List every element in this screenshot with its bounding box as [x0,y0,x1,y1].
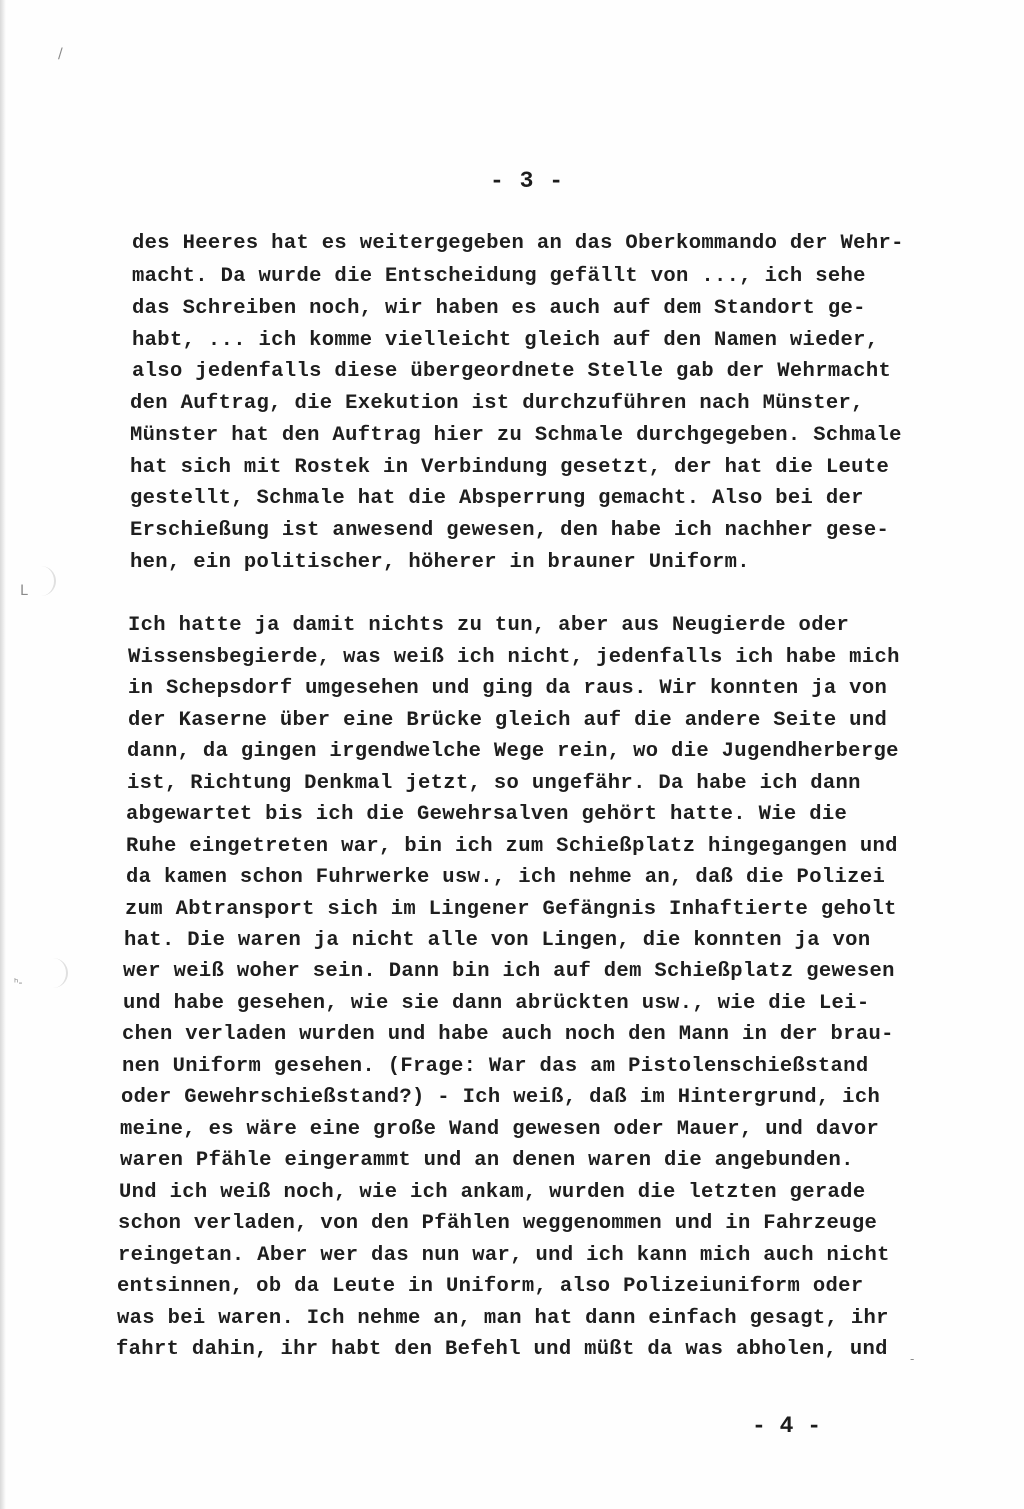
text-line: zum Abtransport sich im Lingener Gefängnis Inhaftierte geholt [125,898,897,921]
text-line: dann, da gingen irgendwelche Wege rein, wo die Jugendherberge [127,740,899,763]
next-page-marker: - 4 - [752,1413,822,1439]
text-line: Wissensbegierde, was weiß ich nicht, jedenfalls ich habe mich [128,646,900,669]
text-line: was bei waren. Ich nehme an, man hat dann einfach gesagt, ihr [117,1307,889,1330]
text-line: meine, es wäre eine große Wand gewesen oder Mauer, und davor [120,1118,880,1141]
text-line: der Kaserne über eine Brücke gleich auf die andere Seite und [128,709,888,732]
text-line: waren Pfähle eingerammt und an denen waren die angebunden. [120,1149,854,1172]
scan-edge [0,0,6,1509]
scan-speck: - [910,1352,915,1366]
text-line: Münster hat den Auftrag hier zu Schmale durchgegeben. Schmale [130,424,902,447]
text-line: Und ich weiß noch, wie ich ankam, wurden die letzten gerade [119,1181,866,1204]
text-line: in Schepsdorf umgesehen und ging da raus. Wir konnten ja von [128,677,888,700]
text-line: hen, ein politischer, höherer in brauner Uniform. [130,551,750,574]
text-line: ist, Richtung Denkmal jetzt, so ungefähr. Da habe ich dann [127,772,861,795]
text-line: fahrt dahin, ihr habt den Befehl und müßt da was abholen, und [116,1338,888,1361]
text-line: reingetan. Aber wer das nun war, und ich kann mich auch nicht [118,1244,890,1267]
text-line: Erschießung ist anwesend gewesen, den habe ich nachher gese- [130,519,890,542]
text-line: gestellt, Schmale hat die Absperrung gemacht. Also bei der [130,487,864,510]
page-number: - 3 - [490,168,565,194]
text-line: also jedenfalls diese übergeordnete Stelle gab der Wehrmacht [132,360,892,383]
text-line: habt, ... ich komme vielleicht gleich auf den Namen wieder, [132,329,879,352]
text-line: da kamen schon Fuhrwerke usw., ich nehme an, daß die Polizei [126,866,886,889]
text-line: oder Gewehrschießstand?) - Ich weiß, daß im Hintergrund, ich [121,1086,881,1109]
text-line: hat. Die waren ja nicht alle von Lingen, die konnten ja von [124,929,871,952]
text-line: Ruhe eingetreten war, bin ich zum Schießplatz hingegangen und [126,835,898,858]
text-line: und habe gesehen, wie sie dann abrückten usw., wie die Lei- [123,992,870,1015]
text-line: abgewartet bis ich die Gewehrsalven gehört hatte. Wie die [126,803,848,826]
text-line: das Schreiben noch, wir haben es auch auf dem Standort ge- [132,297,866,320]
scan-speck: L [20,583,28,599]
scan-speck: ʰ- [14,976,23,989]
text-line: hat sich mit Rostek in Verbindung gesetzt, der hat die Leute [130,456,890,479]
text-line: entsinnen, ob da Leute in Uniform, also Polizeiuniform oder [117,1275,864,1298]
text-line: den Auftrag, die Exekution ist durchzuführen nach Münster, [130,392,864,415]
text-line: macht. Da wurde die Entscheidung gefällt von ..., ich sehe [132,265,866,288]
text-line: Ich hatte ja damit nichts zu tun, aber aus Neugierde oder [128,614,850,637]
text-line: schon verladen, von den Pfählen weggenommen und in Fahrzeuge [118,1212,878,1235]
text-line: nen Uniform gesehen. (Frage: War das am Pistolenschießstand [122,1055,869,1078]
text-line: des Heeres hat es weitergegeben an das Oberkommando der Wehr- [132,232,904,255]
text-line: wer weiß woher sein. Dann bin ich auf dem Schießplatz gewesen [123,960,895,983]
punch-hole-mark [52,958,68,988]
text-line: chen verladen wurden und habe auch noch den Mann in der brau- [122,1023,894,1046]
punch-hole-mark [40,566,56,596]
scan-speck: / [58,46,63,62]
